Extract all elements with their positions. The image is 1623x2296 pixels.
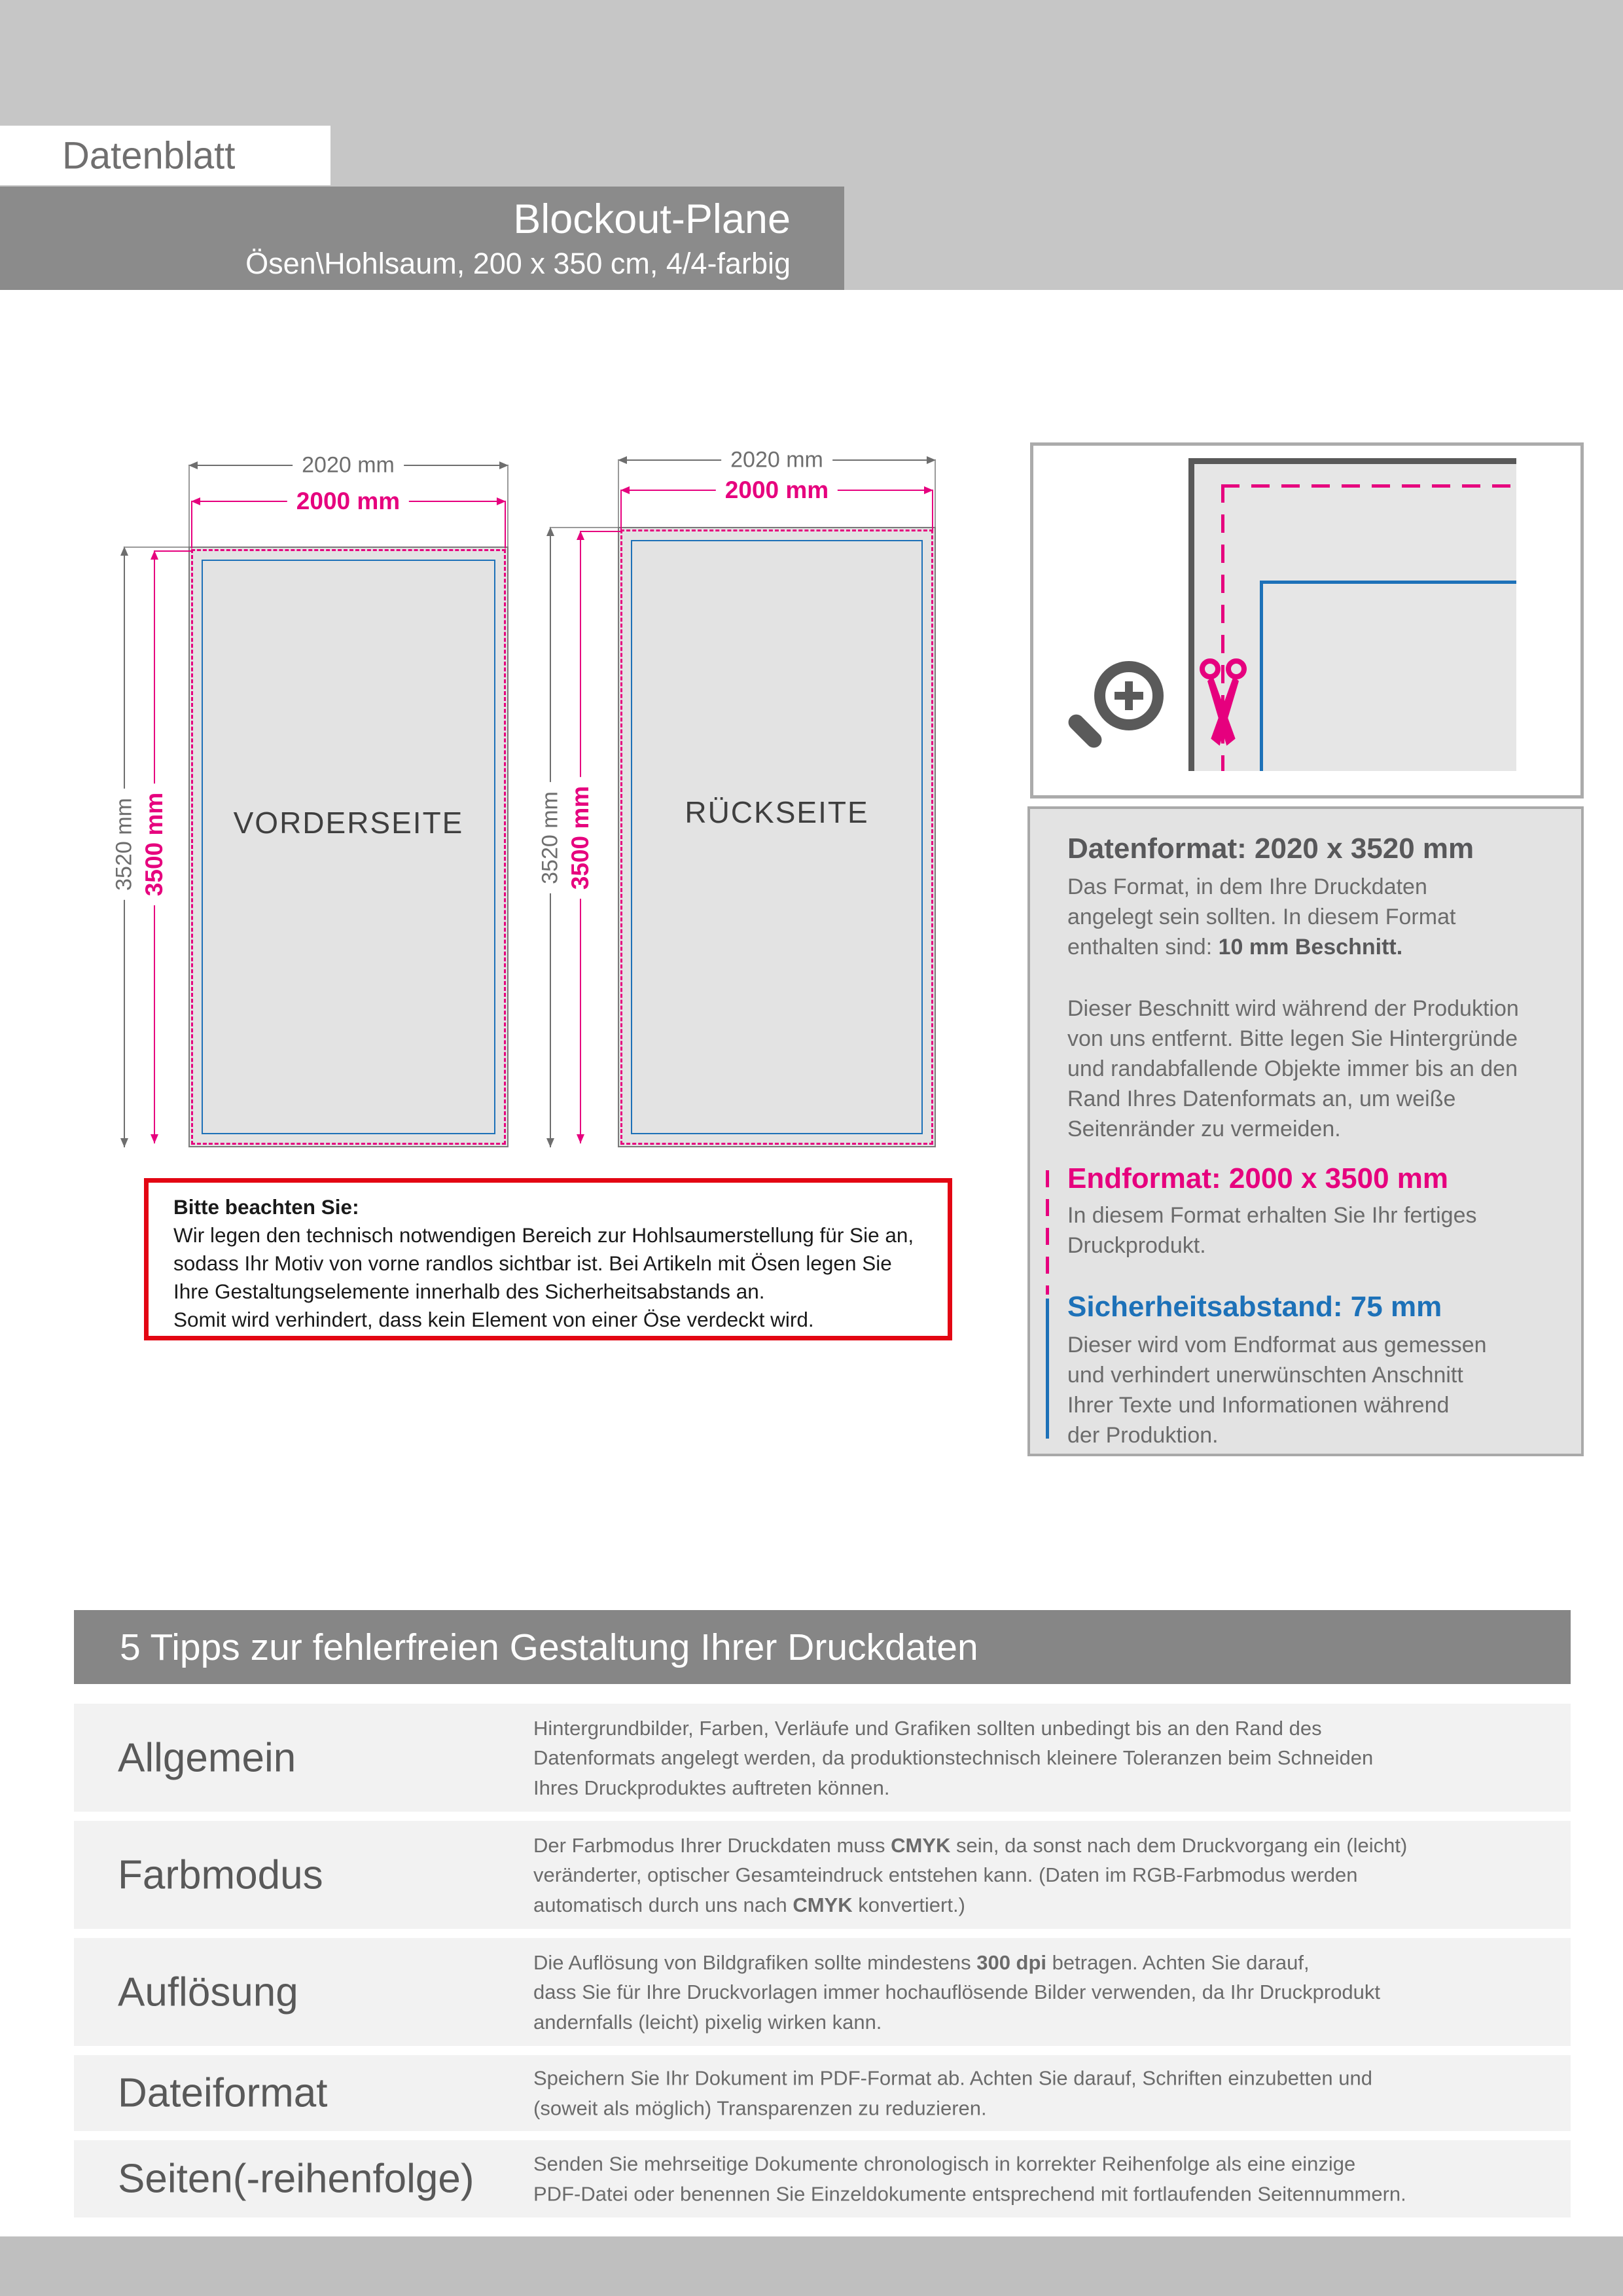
page-edge-top: [1188, 458, 1516, 464]
tips-row-text: Hintergrundbilder, Farben, Verläufe und Grafiken sollten unbedingt bis an den Rand des Datenformats angelegt werden, da produktionstechnisch kleinere Toleranzen beim Schneiden Ihres Druckproduktes auftreten können.: [533, 1716, 1374, 1799]
ext-line: [507, 465, 508, 547]
front-plate-diagram: [188, 547, 508, 1147]
ext-line: [154, 550, 191, 552]
format-info-box: [1027, 806, 1584, 1456]
endformat-marker-line: [1046, 1170, 1049, 1295]
back-plate-diagram: [618, 527, 936, 1147]
page-edge-left: [1188, 458, 1194, 771]
arrow-up-icon: [120, 547, 128, 556]
ext-line: [620, 490, 622, 529]
sheet-label-box: [0, 126, 330, 185]
arrow-left-icon: [618, 456, 627, 464]
plus-icon: [1125, 681, 1133, 710]
front-safety-border: [202, 560, 495, 1134]
ext-line: [505, 501, 506, 548]
arrow-down-icon: [546, 1138, 554, 1147]
arrow-down-icon: [151, 1134, 158, 1143]
endformat-title: Endformat: 2000 x 3500 mm: [1067, 1162, 1449, 1194]
product-subtitle: Ösen\Hohlsaum, 200 x 350 cm, 4/4-farbig: [245, 247, 791, 280]
front-height-final-label: 3500 mm: [141, 783, 168, 905]
safety-marker-line: [1046, 1299, 1049, 1439]
sicherheitsabstand-text: Dieser wird vom Endformat aus gemessen und verhindert unerwünschten Anschnitt Ihrer Texte und Informationen während der Produktion.: [1067, 1333, 1487, 1448]
ext-line: [618, 460, 619, 527]
tips-row-dateiformat: [74, 2055, 1571, 2131]
tips-row-text: Der Farbmodus Ihrer Druckdaten muss CMYK sein, da sonst nach dem Druckvorgang ein (leicht) veränderter, optischer Gesamteindruck entstehen kann. (Daten im RGB-Farbmodus werden automatisch durch uns nach CMYK konvertiert.): [533, 1833, 1408, 1916]
notice-line: Somit wird verhindert, dass kein Element von einer Öse verdeckt wird.: [173, 1308, 814, 1331]
ext-line: [932, 490, 933, 529]
ext-line: [550, 527, 618, 528]
tips-row-text: Die Auflösung von Bildgrafiken sollte mindestens 300 dpi betragen. Achten Sie darauf, dass Sie für Ihre Druckvorlagen immer hochauflösende Bilder verwenden, da Ihr Druckprodukt andernfalls (leicht) pixelig wirken kann.: [533, 1950, 1381, 2034]
arrow-up-icon: [546, 527, 554, 536]
tips-row-aufloesung: [74, 1938, 1571, 2046]
tips-heading: 5 Tipps zur fehlerfreien Gestaltung Ihrer Druckdaten: [120, 1626, 978, 1668]
arrow-left-icon: [188, 461, 198, 469]
back-height-outer-label: 3520 mm: [538, 782, 563, 893]
tips-row-label: Auflösung: [118, 1969, 298, 2015]
arrow-down-icon: [120, 1138, 128, 1147]
ext-line: [580, 531, 620, 532]
arrow-left-icon: [191, 497, 200, 505]
tips-row-farbmodus: [74, 1821, 1571, 1929]
arrow-down-icon: [577, 1134, 584, 1143]
notice-line: sodass Ihr Motiv von vorne randlos sichtbar ist. Bei Artikeln mit Ösen legen Sie: [173, 1251, 892, 1275]
tips-row-text: Speichern Sie Ihr Dokument im PDF-Format ab. Achten Sie darauf, Schriften einzubetten und (soweit als möglich) Transparenzen zu reduzieren.: [533, 2066, 1372, 2119]
tips-row-text: Senden Sie mehrseitige Dokumente chronologisch in korrekter Reihenfolge als eine einzige PDF-Datei oder benennen Sie Einzeldokumente entsprechend mit fortlaufenden Seitennummern.: [533, 2152, 1406, 2205]
safety-line-vertical: [1260, 581, 1263, 771]
notice-line: Wir legen den technisch notwendigen Bereich zur Hohlsaumerstellung für Sie an,: [173, 1223, 914, 1247]
datenformat-title: Datenformat: 2020 x 3520 mm: [1067, 833, 1474, 865]
tips-row-label: Allgemein: [118, 1735, 296, 1780]
product-title-band: [0, 187, 844, 290]
datenformat-paragraph-2: Dieser Beschnitt wird während der Produktion von uns entfernt. Bitte legen Sie Hintergründe und randabfallende Objekte immer bis an den Rand Ihres Datenformats an, um weiße Seitenränder zu vermeiden.: [1067, 996, 1519, 1141]
ext-line: [191, 501, 192, 548]
back-plate-label: RÜCKSEITE: [685, 795, 869, 830]
front-width-outer-label: 2020 mm: [293, 453, 404, 478]
arrow-up-icon: [577, 531, 584, 540]
notice-box: [144, 1178, 952, 1340]
tips-row-label: Seiten(-reihenfolge): [118, 2156, 474, 2202]
back-height-final-label: 3500 mm: [567, 777, 594, 899]
footer-band: [0, 2236, 1623, 2296]
endformat-text: In diesem Format erhalten Sie Ihr fertiges Druckprodukt.: [1067, 1203, 1477, 1258]
ext-line: [124, 547, 188, 548]
scissors-icon: [1197, 658, 1249, 750]
back-width-final-label: 2000 mm: [716, 476, 838, 504]
sicherheitsabstand-title: Sicherheitsabstand: 75 mm: [1067, 1291, 1442, 1323]
notice-line: Ihre Gestaltungselemente innerhalb des Sicherheitsabstands an.: [173, 1280, 765, 1303]
back-safety-border: [631, 540, 923, 1134]
ext-line: [935, 460, 936, 527]
front-plate-label: VORDERSEITE: [233, 806, 464, 840]
arrow-up-icon: [151, 550, 158, 560]
notice-title: Bitte beachten Sie:: [173, 1195, 359, 1219]
tips-row-label: Dateiformat: [118, 2070, 328, 2116]
detail-illustration-box: [1030, 442, 1584, 798]
sheet-label: Datenblatt: [62, 134, 236, 177]
datenformat-paragraph-1: Das Format, in dem Ihre Druckdaten angelegt sein sollten. In diesem Format enthalten sind: 10 mm Beschnitt.: [1067, 874, 1456, 960]
cut-line-horizontal: [1221, 484, 1516, 488]
front-width-final-label: 2000 mm: [287, 488, 409, 515]
front-height-outer-label: 3520 mm: [112, 789, 137, 900]
back-width-outer-label: 2020 mm: [721, 448, 832, 473]
tips-row-seitenreihenfolge: [74, 2140, 1571, 2217]
tips-heading-band: [74, 1610, 1571, 1684]
arrow-left-icon: [620, 486, 630, 494]
tips-row-allgemein: [74, 1704, 1571, 1812]
magnifier-handle: [1065, 711, 1105, 751]
safety-line-horizontal: [1260, 581, 1516, 584]
tips-row-label: Farbmodus: [118, 1852, 323, 1897]
magnifier-icon: [1094, 661, 1164, 730]
product-title: Blockout-Plane: [513, 196, 791, 242]
ext-line: [188, 465, 190, 547]
